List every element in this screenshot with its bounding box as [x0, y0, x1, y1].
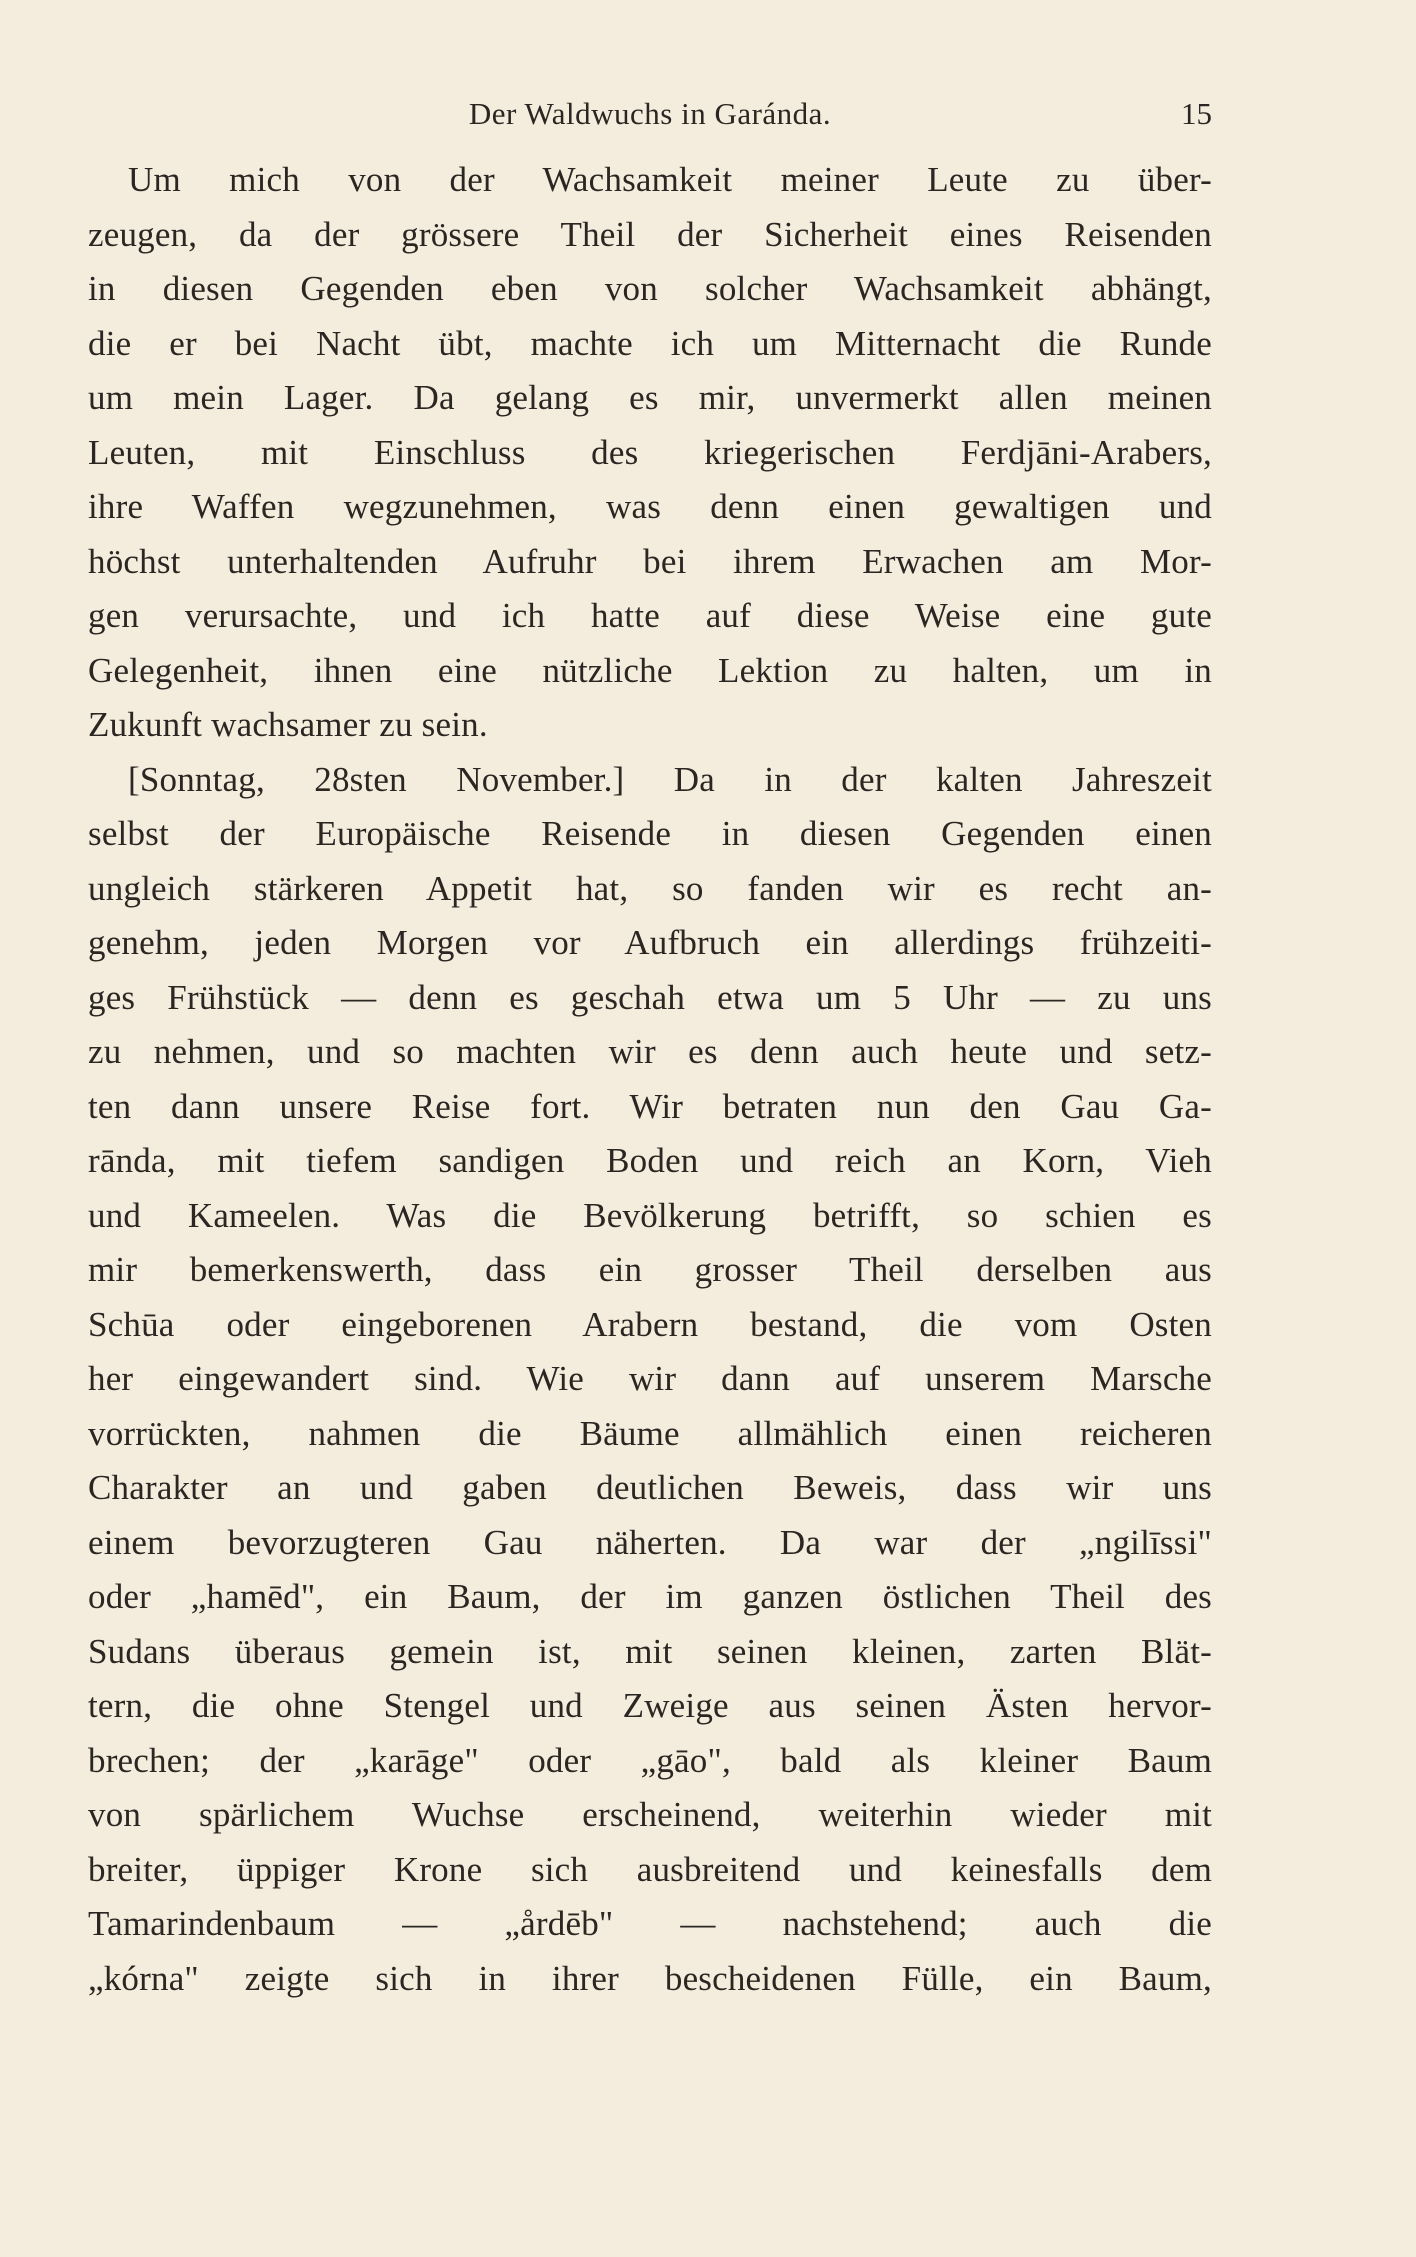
page-header — [88, 96, 1212, 136]
text-line: Charakter an und gaben deutlichen Beweis, dass wir uns — [88, 1468, 1212, 1507]
text-line: tern, die ohne Stengel und Zweige aus seinen Ästen hervor- — [88, 1686, 1212, 1725]
text-line: und Kameelen. Was die Bevölkerung betrifft, so schien es — [88, 1195, 1212, 1235]
text-line: selbst der Europäische Reisende in diesen Gegenden einen — [88, 814, 1212, 853]
text-line: gen verursachte, und ich hatte auf diese Weise eine gute — [88, 596, 1212, 635]
page-number: 15 — [1181, 96, 1212, 131]
text-line: breiter, üppiger Krone sich ausbreitend und keinesfalls dem — [88, 1849, 1212, 1889]
text-line: mir bemerkenswerth, dass ein grosser Theil derselben aus — [88, 1250, 1212, 1289]
text-line: höchst unterhaltenden Aufruhr bei ihrem Erwachen am Mor- — [88, 541, 1212, 581]
body-text — [88, 153, 1212, 2006]
text-line: in diesen Gegenden eben von solcher Wachsamkeit abhängt, — [88, 269, 1212, 308]
text-line: Schūa oder eingeborenen Arabern bestand, die vom Osten — [88, 1304, 1212, 1344]
text-line: Leuten, mit Einschluss des kriegerischen Ferdjāni-Arabers, — [88, 432, 1212, 472]
text-line: oder „hamēd", ein Baum, der im ganzen östlichen Theil des — [88, 1577, 1212, 1616]
running-title: Der Waldwuchs in Garánda. — [468, 96, 832, 131]
text-line: Tamarindenbaum — „årdēb" — nachstehend; auch die — [88, 1904, 1212, 1943]
text-line: brechen; der „karāge" oder „gāo", bald als kleiner Baum — [88, 1740, 1212, 1780]
text-line: genehm, jeden Morgen vor Aufbruch ein allerdings frühzeiti- — [88, 923, 1212, 962]
text-line: Gelegenheit, ihnen eine nützliche Lektion zu halten, um in — [88, 650, 1212, 690]
text-line: „kórna" zeigte sich in ihrer bescheidenen Fülle, ein Baum, — [88, 1958, 1212, 1998]
text-line: die er bei Nacht übt, machte ich um Mitternacht die Runde — [88, 323, 1212, 363]
text-line: einem bevorzugteren Gau näherten. Da war der „ngilīssi" — [88, 1522, 1212, 1562]
text-line: ungleich stärkeren Appetit hat, so fanden wir es recht an- — [88, 868, 1212, 908]
paragraph — [88, 153, 1212, 753]
text-line: her eingewandert sind. Wie wir dann auf unserem Marsche — [88, 1359, 1212, 1398]
text-line: zeugen, da der grössere Theil der Sicherheit eines Reisenden — [88, 214, 1212, 254]
paragraph — [88, 753, 1212, 2007]
text-line: [Sonntag, 28sten November.] Da in der kalten Jahreszeit — [128, 759, 1212, 799]
text-line: ten dann unsere Reise fort. Wir betraten nun den Gau Ga- — [88, 1086, 1212, 1126]
text-line: ges Frühstück — denn es geschah etwa um 5 Uhr — zu uns — [88, 977, 1212, 1017]
text-line: ihre Waffen wegzunehmen, was denn einen gewaltigen und — [88, 487, 1212, 526]
text-line: Um mich von der Wachsamkeit meiner Leute zu über- — [128, 160, 1212, 199]
text-line: rānda, mit tiefem sandigen Boden und reich an Korn, Vieh — [88, 1141, 1212, 1180]
text-line: um mein Lager. Da gelang es mir, unvermerkt allen meinen — [88, 378, 1212, 417]
text-line: von spärlichem Wuchse erscheinend, weiterhin wieder mit — [88, 1795, 1212, 1834]
text-line: zu nehmen, und so machten wir es denn auch heute und setz- — [88, 1032, 1212, 1071]
text-line: vorrückten, nahmen die Bäume allmählich einen reicheren — [88, 1413, 1212, 1453]
text-line: Zukunft wachsamer zu sein. — [88, 705, 488, 744]
text-line: Sudans überaus gemein ist, mit seinen kleinen, zarten Blät- — [88, 1631, 1212, 1671]
